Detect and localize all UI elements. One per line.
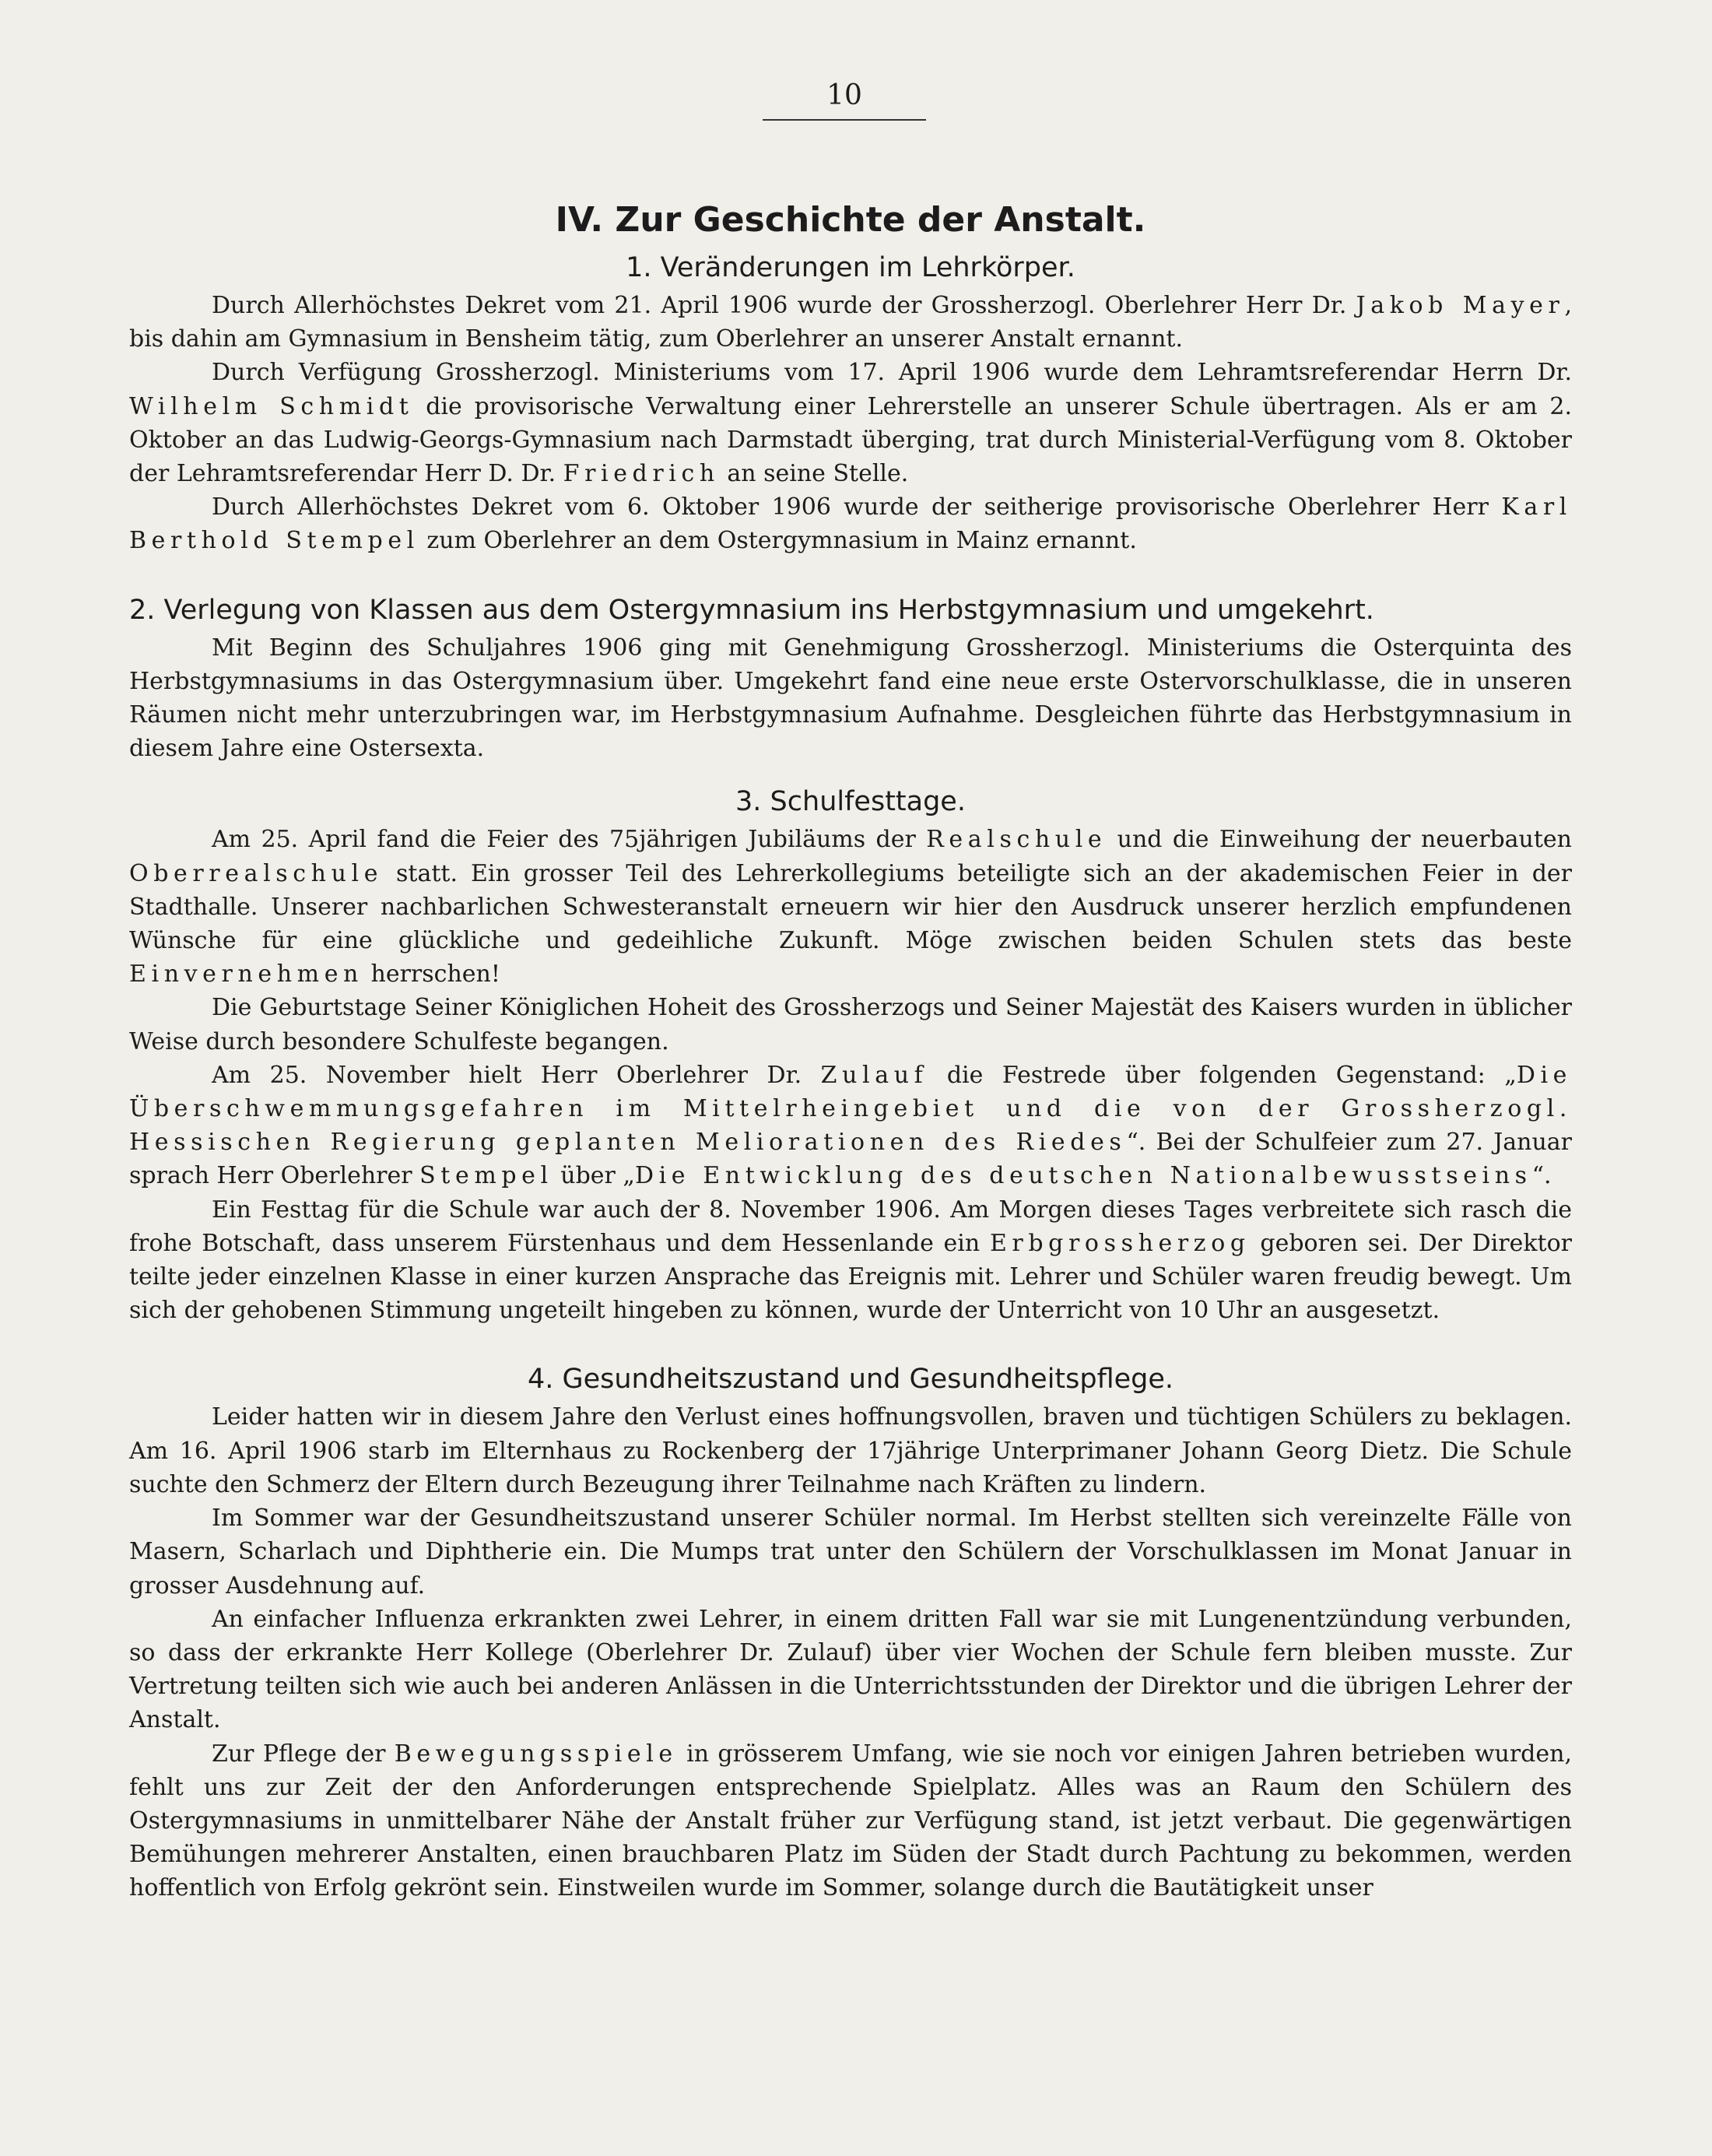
text-run: “. [1531, 1162, 1552, 1190]
paragraph [129, 1737, 1572, 1905]
emphasized-text: Einvernehmen [129, 960, 363, 988]
paragraph [129, 1193, 1572, 1328]
emphasized-text: Oberrealschule [129, 859, 384, 887]
text-run: an seine Stelle. [719, 460, 909, 488]
emphasized-text: Bewegungsspiele [394, 1740, 678, 1768]
emphasized-text: Stempel [419, 1162, 553, 1190]
emphasized-text: Die Überschwemmungsgefahren im Mittelrheingebiet und die von der Grossherzogl. Hessischen Regierung geplanten Meliorationen des Riedes [129, 1061, 1573, 1157]
text-run: Leider hatten wir in diesem Jahre den Verlust eines hoffnungsvollen, braven und tüchtigen Schülers zu beklagen. Am 16. April 1906 starb im Elternhaus zu Rockenberg der 17jährige Unterprimaner Johann Georg Dietz. Die Schule suchte den Schmerz der Eltern durch Bezeugung ihrer Teilnahme nach Kräften zu lindern. [129, 1403, 1572, 1498]
section-gesundheit [129, 1361, 1572, 1905]
paragraph [129, 1501, 1572, 1603]
section-schulfesttage [129, 784, 1572, 1327]
page-number: 10 [826, 79, 862, 111]
text-run: zum Oberlehrer an dem Ostergymnasium in Mainz ernannt. [419, 527, 1137, 555]
paragraph [129, 823, 1572, 991]
paragraph [129, 1059, 1572, 1193]
section-verlegung [129, 592, 1572, 766]
emphasized-text: Realschule [926, 826, 1107, 854]
paragraph [129, 1400, 1572, 1501]
text-run: An einfacher Influenza erkrankten zwei Lehrer, in einem dritten Fall war sie mit Lungenentzündung verbunden, so dass der erkrankte Herr Kollege (Oberlehrer Dr. Zulauf) über vier Wochen der Schule fern bleiben musste. Zur Vertretung teilten sich wie auch bei anderen Anlässen in die Unterrichtsstunden der Direktor und die übrigen Lehrer der Anstalt. [129, 1605, 1572, 1734]
text-run: Mit Beginn des Schuljahres 1906 ging mit Genehmigung Grossherzogl. Ministeriums die Osterquinta des Herbstgymnasiums in das Ostergymnasium über. Umgekehrt fand eine neue erste Ostervorschulklasse, die in unseren Räumen nicht mehr unterzubringen war, im Herbstgymnasium Aufnahme. Desgleichen führte das Herbstgymnasium in diesem Jahre eine Ostersexta. [129, 634, 1572, 763]
text-run: über „ [553, 1162, 635, 1190]
section-title: 1. Veränderungen im Lehrkörper. [626, 252, 1075, 283]
emphasized-text: Zulauf [820, 1061, 928, 1089]
text-run: Im Sommer war der Gesundheitszustand unserer Schüler normal. Im Herbst stellten sich vereinzelte Fälle von Masern, Scharlach und Diphtherie ein. Die Mumps trat unter den Schülern der Vorschulklassen im Monat Januar in grosser Ausdehnung auf. [129, 1505, 1572, 1599]
emphasized-text: Jakob Mayer [1356, 292, 1565, 319]
text-run: herrschen! [363, 960, 500, 988]
emphasized-text: Erbgrossherzog [989, 1229, 1251, 1257]
text-run: “. Bei der Schulfeier zum 27. Januar sprach Herr Oberlehrer [129, 1129, 1572, 1190]
text-run: die provisorische Verwaltung einer Lehrerstelle an unserer Schule übertragen. Als er am 2. Oktober an das Ludwig-Georgs-Gymnasium nach Darmstadt überging, trat durch Ministerial-Verfügung vom 8. Oktober der Lehramtsreferendar Herr D. Dr. [129, 392, 1572, 488]
text-run: statt. Ein grosser Teil des Lehrerkollegiums beteiligte sich an der akademischen Feier in der Stadthalle. Unserer nachbarlichen Schwesteranstalt erneuern wir hier den Ausdruck unserer herzlich empfundenen Wünsche für eine glückliche und gedeihliche Zukunft. Möge zwischen beiden Schulen stets das beste [129, 859, 1572, 955]
paragraph [129, 631, 1572, 766]
text-run: und die Einweihung der neuerbauten [1107, 826, 1572, 854]
paragraph [129, 356, 1572, 490]
emphasized-text: Friedrich [563, 460, 720, 488]
text-run: Durch Verfügung Grossherzogl. Ministeriums vom 17. April 1906 wurde dem Lehramtsreferendar Herrn Dr. [212, 359, 1572, 387]
section-title: 4. Gesundheitszustand und Gesundheitspflege. [527, 1364, 1174, 1396]
section-title: 3. Schulfesttage. [735, 786, 966, 818]
text-run: Zur Pflege der [212, 1740, 395, 1768]
section-title: 2. Verlegung von Klassen aus dem Ostergymnasium ins Herbstgymnasium und umgekehrt. [129, 594, 1374, 626]
text-run: Am 25. November hielt Herr Oberlehrer Dr. [212, 1061, 821, 1089]
paragraph [129, 490, 1572, 557]
text-run: Die Geburtstage Seiner Königlichen Hoheit des Grossherzogs und Seiner Majestät des Kaisers wurden in üblicher Weise durch besondere Schulfeste begangen. [129, 994, 1572, 1055]
chapter-title: IV. Zur Geschichte der Anstalt. [555, 200, 1146, 240]
page-number-rule [763, 119, 926, 121]
text-run: Am 25. April fand die Feier des 75jährigen Jubiläums der [212, 826, 927, 854]
paragraph [129, 289, 1572, 356]
paragraph [129, 1603, 1572, 1737]
emphasized-text: Die Entwicklung des deutschen Nationalbewusstseins [634, 1162, 1532, 1190]
paragraph [129, 991, 1572, 1058]
document-body [129, 198, 1572, 1905]
text-run: geboren sei. Der Direktor teilte jeder einzelnen Klasse in einer kurzen Ansprache das Ereignis mit. Lehrer und Schüler waren freudig bewegt. Um sich der gehobenen Stimmung ungeteilt hingeben zu können, wurde der Unterricht von 10 Uhr an ausgesetzt. [129, 1229, 1572, 1325]
section-lehrkoerper [129, 250, 1572, 558]
text-run: in grösserem Umfang, wie sie noch vor einigen Jahren betrieben wurden, fehlt uns zur Zeit der den Anforderungen entsprechende Spielplatz. Alles was an Raum den Schülern des Ostergymnasiums in unmittelbarer Nähe der Anstalt früher zur Verfügung stand, ist jetzt verbaut. Die gegenwärtigen Bemühungen mehrerer Anstalten, einen brauchbaren Platz im Süden der Stadt durch Pachtung zu bekommen, werden hoffentlich von Erfolg gekrönt sein. Einstweilen wurde im Sommer, solange durch die Bautätigkeit unser [129, 1740, 1573, 1902]
emphasized-text: Karl Berthold Stempel [129, 493, 1572, 555]
text-run: die Festrede über folgenden Gegenstand: „ [928, 1061, 1517, 1089]
emphasized-text: Wilhelm Schmidt [129, 392, 414, 420]
text-run: , bis dahin am Gymnasium in Bensheim tätig, zum Oberlehrer an unserer Anstalt ernannt. [129, 292, 1572, 353]
text-run: Ein Festtag für die Schule war auch der 8. November 1906. Am Morgen dieses Tages verbreitete sich rasch die frohe Botschaft, dass unserem Fürstenhaus und dem Hessenlande ein [129, 1196, 1572, 1257]
text-run: Durch Allerhöchstes Dekret vom 6. Oktober 1906 wurde der seitherige provisorische Oberlehrer Herr [212, 493, 1502, 521]
text-run: Durch Allerhöchstes Dekret vom 21. April 1906 wurde der Grossherzogl. Oberlehrer Herr Dr. [212, 292, 1356, 319]
